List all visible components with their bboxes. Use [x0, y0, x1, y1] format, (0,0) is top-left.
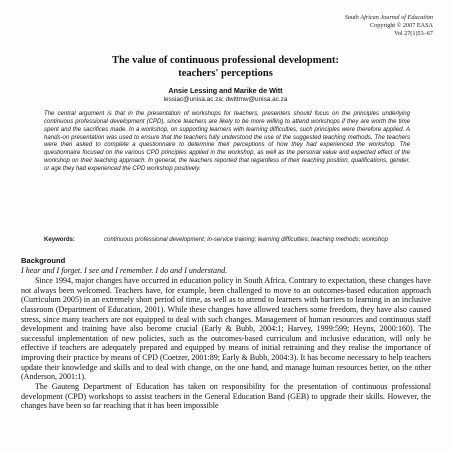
epigraph: I hear and I forget. I see and I remember. I do and I understand.: [21, 266, 228, 275]
body-paragraph: Since 1994, major changes have occurred in education policy in South Africa. Contrary to expectation, these changes have not always been welcomed. Teachers have, for example, been challenged to move to an outcomes-based education approach (Curriculum 2005) in an extremely short period of time, as well as to attend to learners with barriers to learning in an inclusive classroom (Department of Education, 2001). While these changes have allowed teachers some freedom, they have also caused stress, since many teachers are not equipped to deal with such changes. Management of human resources and continuous staff development and training have also become crucial (Early & Bubb, 2004:1; Harvey, 1999:599; Heyns, 2000:160). The successful implementation of new policies, such as the outcomes-based curriculum and inclusive education, will only be effective if teachers are adequately prepared and equipped by means of initial retraining and they realise the importance of improving their practice by means of CPD (Coetzer, 2001:89; Early & Bubb, 2004:3). It has become necessary to help teachers update their knowledge and skills and to deal with change, on the one hand, and manage human resources better, on the other (Anderson, 2001:1).: [21, 276, 431, 382]
copyright-line: Copyright © 2007 EASA: [370, 22, 433, 29]
article-title: [0, 54, 451, 80]
section-heading: Background: [21, 256, 66, 265]
body-text: [21, 276, 431, 411]
title-line-1: The value of continuous professional development:: [111, 55, 340, 66]
keywords-text: continuous professional development; in-service training; learning difficulties; teaching methods; workshop: [104, 237, 389, 243]
body-paragraph: The Gauteng Department of Education has taken on responsibility for the presentation of continuous professional development (CPD) workshops to assist teachers in the General Education Band (GEB) to upgrade their skills. However, the changes have been so far reaching that it has been impossible: [21, 381, 431, 411]
journal-name: South African Journal of Education: [344, 14, 433, 21]
author-names: Ansie Lessing and Marike de Witt: [168, 86, 283, 95]
abstract: The central argument is that in the presentation of workshops for teachers, presenters should focus on the principles underlying continuous professional development (CPD), since teachers are likely to be more willing to attend workshops if they are worth the time spent and the sacrifices made. In a workshop, on supporting learners with learning difficulties, such principles were therefore applied. A hands-on presentation was used to ensure that the teachers fully understood the use of the suggested teaching methods. The teachers were then asked to complete a questionnaire to determine their perceptions of how they had experienced the workshop. The questionnaire focused on the various CPD principles applied in the workshop, as well as the personal value and expected effect of the workshop on their teaching approach. In general, the teachers reported that regardless of their teaching position, qualifications, gender, or age they had experienced the CPD workshop positively.: [44, 111, 410, 172]
author-emails: lessiac@unisa.ac.za; dwittmw@unisa.ac.za: [163, 96, 288, 103]
keywords-label: Keywords:: [44, 237, 75, 243]
volume-line: Vol 27(1)53–67: [394, 30, 433, 37]
journal-header: [213, 14, 433, 38]
keywords-block: [44, 237, 410, 245]
title-line-2: teachers' perceptions: [178, 68, 273, 79]
